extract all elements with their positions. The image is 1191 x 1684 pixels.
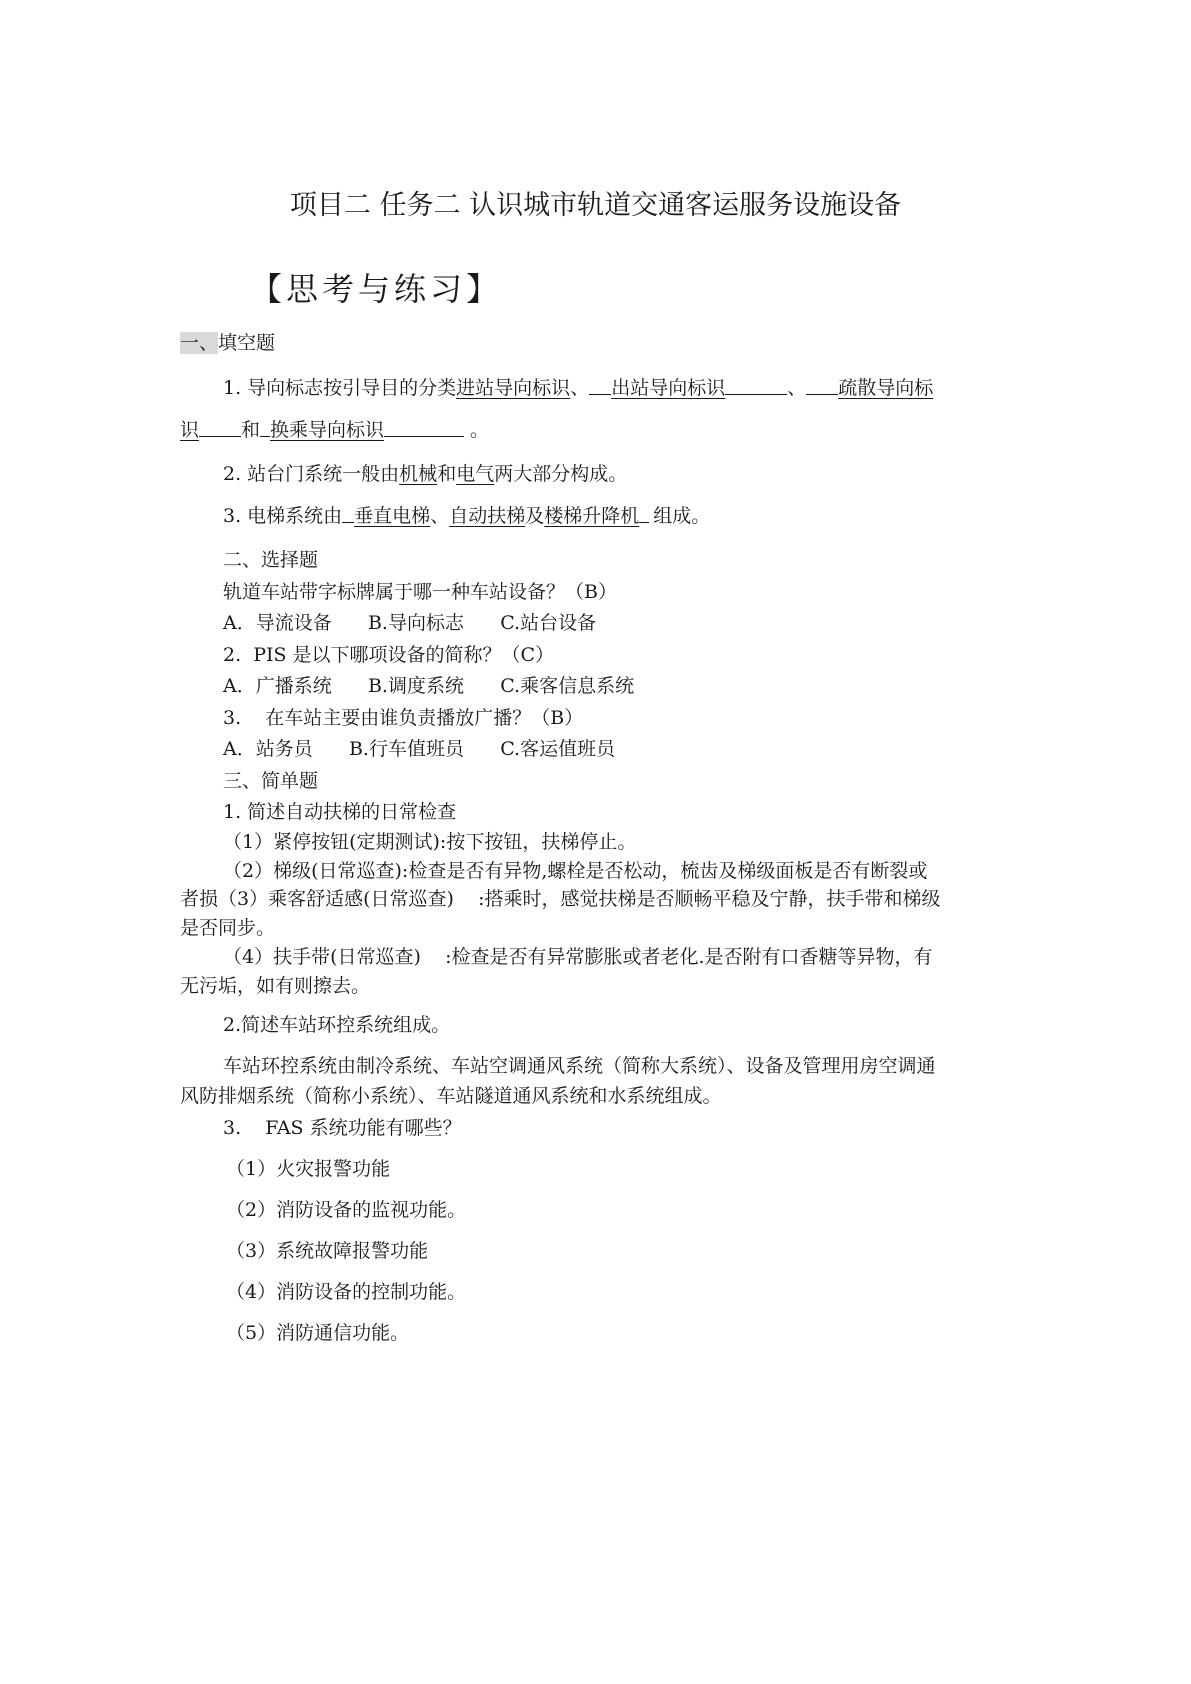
fill-q1-blank-a4-lead [260,415,270,437]
fill-q1-blank-a4-trail [384,415,464,437]
choice-q1-options: A．导流设备 B.导向标志 C.站台设备 [223,612,597,634]
fill-q3-answer3: 楼梯升降机 [544,505,640,527]
choice-q3-options: A．站务员 B.行车值班员 C.客运值班员 [223,738,616,760]
fill-q3 [223,501,710,528]
part3-heading: 三、简单题 [223,770,319,792]
short-q3-item: （5）消防通信功能。 [226,1322,410,1344]
fill-q3-blank-trail [639,501,649,523]
fill-q1-answer3-part2: 识 [180,419,200,441]
short-q2-line: 风防排烟系统（简称小系统）、车站隧道通风系统和水系统组成。 [180,1085,722,1107]
fill-q2-end: 两大部分构成。 [494,463,628,485]
fill-q3-answer1: 垂直电梯 [354,505,431,527]
fill-q1-answer4: 换乘导向标识 [270,419,385,441]
fill-q1-sep2: 、 [787,377,807,399]
fill-q1-blank-a2-lead [589,373,611,395]
short-q1-line: （1）紧停按钮(定期测试):按下按钮，扶梯停止。 [223,831,637,853]
fill-q1-line2 [180,415,489,442]
fill-q1-blank-a3-trail [199,415,241,437]
short-q1-line: （4）扶手带(日常巡查) :检查是否有异常膨胀或者老化.是否附有口香糖等异物，有 [223,946,933,968]
short-q1-line: 无污垢，如有则擦去。 [180,975,371,997]
choice-q3: 3. 在车站主要由谁负责播放广播？（B） [223,707,584,729]
fill-q2-answer1: 机械 [399,463,438,485]
fill-q1-sep3: 和 [241,419,261,441]
fill-q3-blank-lead [342,501,354,523]
choice-q2-options: A．广播系统 B.调度系统 C.乘客信息系统 [223,675,635,697]
fill-q2-answer2: 电气 [456,463,495,485]
short-q2-line: 车站环控系统由制冷系统、车站空调通风系统（简称大系统）、设备及管理用房空调通 [223,1055,936,1077]
fill-q1-answer1: 进站导向标识 [456,377,571,399]
part2-heading: 二、选择题 [223,549,319,571]
fill-q1-sep1: 、 [570,377,590,399]
part1-heading-text: 填空题 [218,332,276,354]
fill-q3-answer2: 自动扶梯 [449,505,526,527]
choice-q1: 轨道车站带字标牌属于哪一种车站设备？（B） [223,581,617,603]
short-q1-line: 是否同步。 [180,917,276,939]
short-q1-line: （2）梯级(日常巡查):检查是否有异物,螺栓是否松动，梳齿及梯级面板是否有断裂或 [223,860,928,882]
fill-q2-mid: 和 [437,463,457,485]
short-q3-item: （3）系统故障报警功能 [226,1240,429,1262]
short-q3-item: （1）火灾报警功能 [226,1158,391,1180]
fill-q3-sep1: 、 [430,505,450,527]
choice-q2: 2. PIS 是以下哪项设备的简称？（C） [223,644,555,666]
fill-q1-blank-a2-trail [725,373,787,395]
fill-q3-end: 组成。 [653,505,711,527]
short-q3-title: 3. FAS 系统功能有哪些？ [223,1117,462,1139]
short-q1-title: 1. 简述自动扶梯的日常检查 [223,801,457,823]
fill-q1-end: 。 [470,419,490,441]
part1-heading [180,328,275,355]
short-q2-title: 2.简述车站环控系统组成。 [223,1014,451,1036]
fill-q1-answer2: 出站导向标识 [611,377,726,399]
short-q3-item: （2）消防设备的监视功能。 [226,1199,467,1221]
fill-q1-answer3-part1: 疏散导向标 [838,377,934,399]
fill-q2 [223,459,627,486]
fill-q3-prefix: 3. 电梯系统由 [223,505,343,527]
short-q3-item: （4）消防设备的控制功能。 [226,1281,467,1303]
fill-q1-prefix: 1. 导向标志按引导目的分类 [223,377,457,399]
short-q1-line: 者损（3）乘客舒适感(日常巡查) :搭乘时，感觉扶梯是否顺畅平稳及宁静，扶手带和梯级 [180,888,941,910]
fill-q1-blank-a3-lead [806,373,838,395]
part1-heading-number: 一、 [180,332,219,354]
section-heading: 【思考与练习】 [250,270,503,308]
fill-q2-prefix: 2. 站台门系统一般由 [223,463,400,485]
page-title: 项目二 任务二 认识城市轨道交通客运服务设施设备 [289,190,902,221]
fill-q1-line1 [223,373,933,400]
fill-q3-mid: 及 [525,505,545,527]
